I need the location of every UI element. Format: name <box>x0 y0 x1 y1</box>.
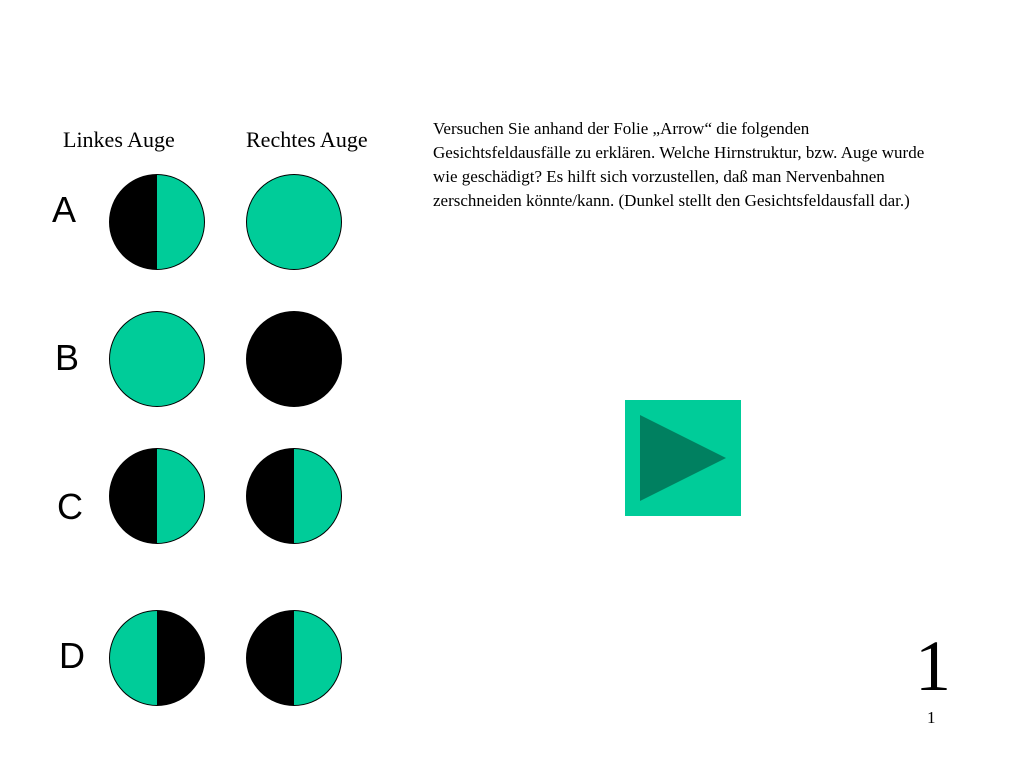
slide-number-small: 1 <box>927 708 936 727</box>
visual-field-d-right-eye <box>246 610 342 706</box>
visual-field-b-right-eye <box>246 311 342 407</box>
left-eye-header: Linkes Auge <box>63 127 175 152</box>
row-label-a: A <box>52 189 77 230</box>
visual-field-a-right-eye <box>246 174 342 270</box>
play-button[interactable] <box>625 400 741 516</box>
slide-number-large: 1 <box>915 626 951 706</box>
instructions-text: Versuchen Sie anhand der Folie „Arrow“ die folgenden Gesichtsfeldausfälle zu erklären. Welche Hirnstruktur, bzw. Auge wurde wie geschädigt? Es hilft sich vorzustellen, daß man Nervenbahnen zerschneiden könnte/kann. (Dunkel stellt den Gesichtsfeldausfall dar.) <box>433 119 925 210</box>
visual-field-d-left-eye <box>109 610 205 706</box>
visual-field-a-left-eye <box>109 174 205 270</box>
visual-field-b-left-eye <box>109 311 205 407</box>
visual-field-c-right-eye <box>246 448 342 544</box>
row-label-c: C <box>57 486 83 527</box>
row-label-b: B <box>55 337 80 378</box>
row-label-d: D <box>59 635 85 676</box>
visual-field-c-left-eye <box>109 448 205 544</box>
right-eye-header: Rechtes Auge <box>246 127 368 152</box>
play-icon <box>625 400 741 516</box>
